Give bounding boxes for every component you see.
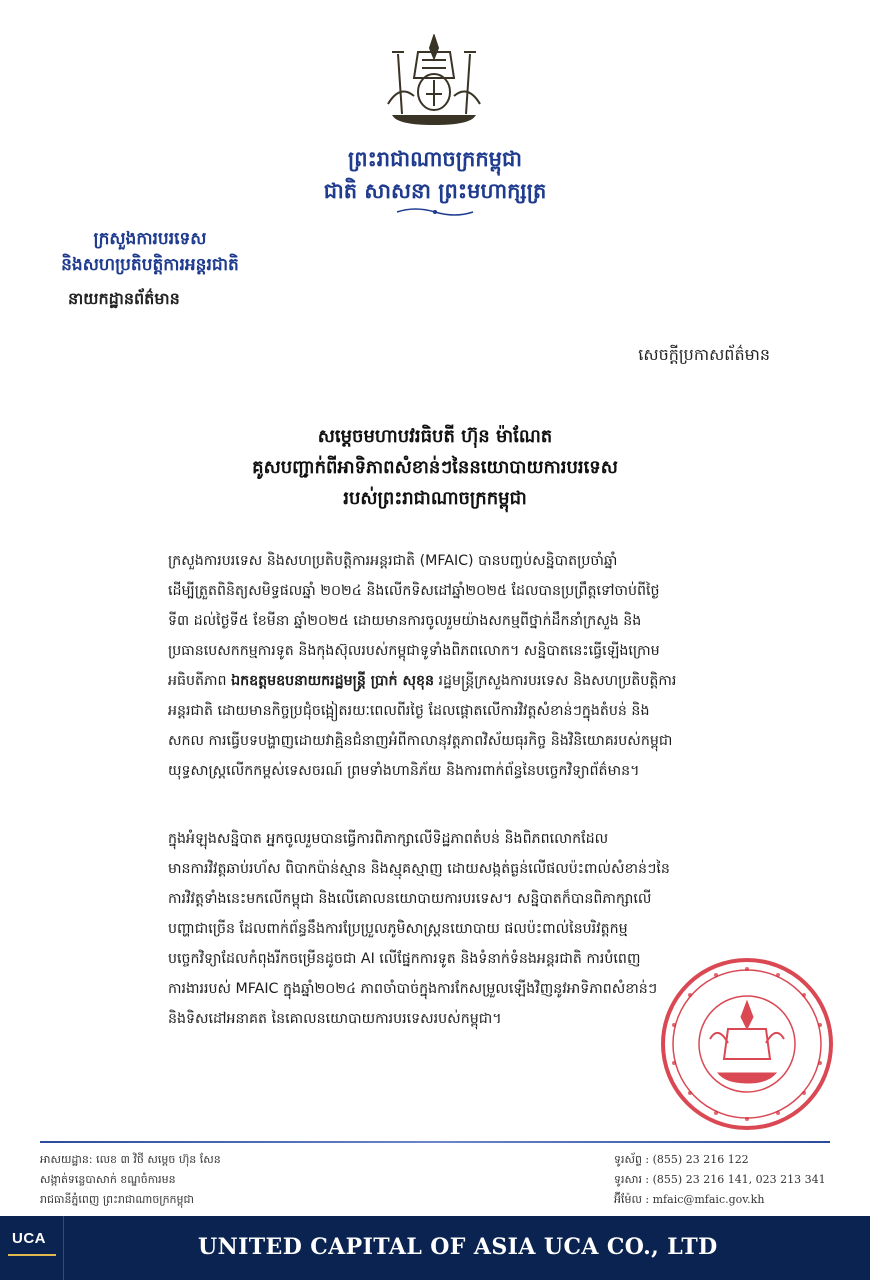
kingdom-name: ព្រះរាជាណាចក្រកម្ពុជា <box>347 147 522 171</box>
press-title-line-2: គូសបញ្ជាក់ពីអាទិភាពសំខាន់ៗនៃនយោបាយការបរទេស <box>252 457 618 478</box>
logo-underline <box>8 1254 56 1256</box>
fax-line: ទូរសារ : (855) 23 216 141, 023 213 341 <box>614 1173 826 1186</box>
address-line: អាសយដ្ឋាន: លេខ ៣ វិថី សម្តេច ហ៊ុន សែន <box>40 1153 221 1166</box>
ornament-divider-icon <box>395 206 475 218</box>
footer-divider <box>40 1141 830 1143</box>
company-banner <box>0 1216 870 1280</box>
royal-coat-of-arms-icon <box>378 34 490 126</box>
ministry-name-continued: និងសហប្រតិបត្តិការអន្តរជាតិ <box>61 255 239 275</box>
paragraph-line: ទី៣ ដល់ថ្ងៃទី៥ ខែមីនា ឆ្នាំ២០២៥ ដោយមានការចូលរួមយ៉ាងសកម្មពីថ្នាក់ដឹកនាំក្រសួង និង <box>168 613 642 629</box>
ministry-name: ក្រសួងការបរទេស <box>93 229 207 249</box>
paragraph-line: ដើម្បីត្រួតពិនិត្យសមិទ្ធផលឆ្នាំ ២០២៤ និងលើកទិសដៅឆ្នាំ២០២៥ ដែលបានប្រព្រឹត្តទៅចាប់ពីថ្ងៃ <box>168 583 660 599</box>
paragraph-line: ក្នុងអំឡុងសន្និបាត អ្នកចូលរួមបានធ្វើការពិភាក្សាលើទិដ្ឋភាពតំបន់ និងពិភពលោកដែល <box>168 831 609 847</box>
paragraph-line: ការងាររបស់ MFAIC ក្នុងឆ្នាំ២០២៤ ភាពចាំបាច់ក្នុងការកែសម្រួលឡើងវិញនូវអាទិភាពសំខាន់ៗ <box>168 981 658 997</box>
ministry-contact <box>614 1150 826 1210</box>
address-line: រាជធានីភ្នំពេញ ព្រះរាជាណាចក្រកម្ពុជា <box>40 1193 194 1206</box>
paragraph-line: បច្ចេកវិទ្យាដែលកំពុងរីកចម្រើនដូចជា AI លើផ្នែកការទូត និងទំនាក់ទំនងអន្តរជាតិ ការបំពេញ <box>168 951 641 967</box>
uca-logo-text: UCA <box>12 1230 46 1247</box>
paragraph-line: បញ្ហាជាច្រើន ដែលពាក់ព័ន្ធនឹងការប្រែប្រួលភូមិសាស្ត្រនយោបាយ ផលប៉ះពាល់នៃបរិវត្តកម្ម <box>168 921 628 937</box>
uca-logo <box>0 1216 64 1280</box>
paragraph-line: ក្រសួងការបរទេស និងសហប្រតិបត្តិការអន្តរជាតិ (MFAIC) បានបញ្ចប់សន្និបាតប្រចាំឆ្នាំ <box>168 553 618 569</box>
body-paragraph-1 <box>168 546 778 786</box>
paragraph-line: យុទ្ធសាស្ត្រលើកកម្ពស់ទេសចរណ៍ ព្រមទាំងហានិភ័យ និងការពាក់ព័ន្ធនៃបច្ចេកវិទ្យាព័ត៌មាន។ <box>168 763 640 779</box>
company-name: UNITED CAPITAL OF ASIA UCA CO., LTD <box>198 1234 718 1260</box>
paragraph-line: ប្រធានបេសកកម្មការទូត និងកុងស៊ុលរបស់កម្ពុជាទូទាំងពិភពលោក។ សន្និបាតនេះធ្វើឡើងក្រោម <box>168 643 660 659</box>
paragraph-text: រដ្ឋមន្ត្រីក្រសួងការបរទេស និងសហប្រតិបត្តិការ <box>438 673 677 689</box>
ministry-address <box>40 1150 221 1210</box>
paragraph-line: និងទិសដៅអនាគត នៃគោលនយោបាយការបរទេសរបស់កម្ពុជា។ <box>168 1011 502 1027</box>
address-line: សង្កាត់ទន្លេបាសាក់ ខណ្ឌចំការមន <box>40 1173 176 1186</box>
paragraph-text: អធិបតីភាព <box>168 673 227 689</box>
paragraph-line: អន្តរជាតិ ដោយមានកិច្ចប្រជុំចង្អៀតរយៈពេលពីរថ្ងៃ ដែលផ្តោតលើការវិវត្តសំខាន់ៗក្នុងតំបន់ និង <box>168 703 650 719</box>
press-title-line-3: របស់ព្រះរាជាណាចក្រកម្ពុជា <box>343 488 527 509</box>
email-line: អ៊ីម៉ែល : mfaic@mfaic.gov.kh <box>614 1193 765 1206</box>
document-type: សេចក្តីប្រកាសព័ត៌មាន <box>638 345 770 364</box>
department-name: នាយកដ្ឋានព័ត៌មាន <box>68 289 180 308</box>
national-motto: ជាតិ សាសនា ព្រះមហាក្សត្រ <box>323 179 547 203</box>
official-red-seal-icon <box>658 955 836 1133</box>
paragraph-line: ការវិវត្តទាំងនេះមកលើកម្ពុជា និងលើគោលនយោបាយការបរទេស។ សន្និបាតក៏បានពិភាក្សាលើ <box>168 891 652 907</box>
paragraph-line: សកល ការធ្វើបទបង្ហាញដោយវាគ្មិនជំនាញអំពីកាលានុវត្តភាពវិស័យធុរកិច្ច និងវិនិយោគរបស់កម្ពុជា <box>168 733 673 749</box>
paragraph-line: មានការវិវត្តឆាប់រហ័ស ពិបាកប៉ាន់ស្មាន និងស្មុគស្មាញ ដោយសង្កត់ធ្ងន់លើផលប៉ះពាល់សំខាន់ៗនៃ <box>168 861 670 877</box>
minister-name: ឯកឧត្តមឧបនាយករដ្ឋមន្ត្រី ប្រាក់ សុខុន <box>231 673 435 689</box>
paragraph-line-mixed <box>168 666 778 696</box>
press-title-line-1: សម្តេចមហាបវរធិបតី ហ៊ុន ម៉ាណែត <box>317 426 553 447</box>
phone-line: ទូរស័ព្ទ : (855) 23 216 122 <box>614 1153 749 1166</box>
